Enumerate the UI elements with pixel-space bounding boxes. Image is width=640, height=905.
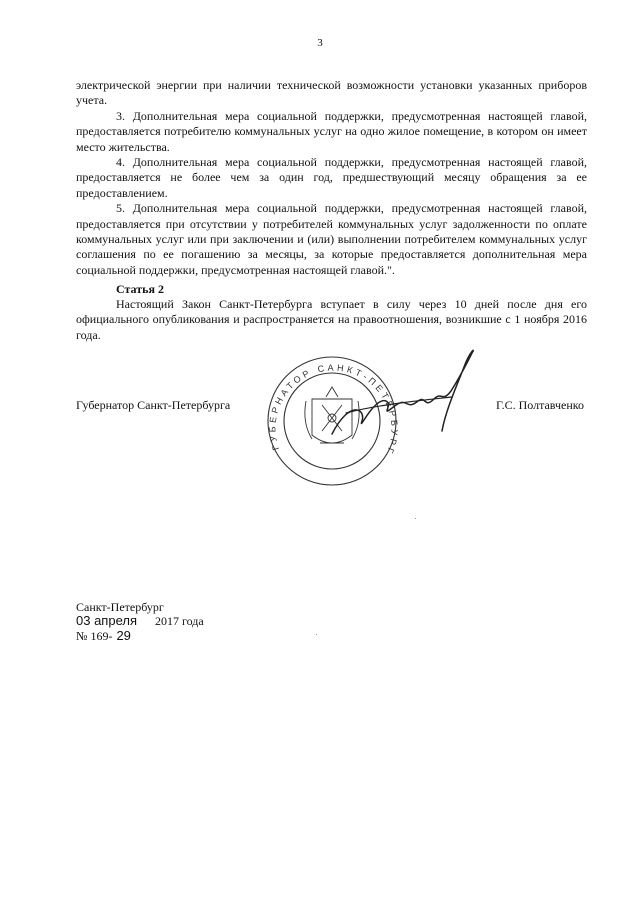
seal-rings: [268, 357, 396, 485]
official-seal: [246, 339, 486, 489]
signing-place: Санкт-Петербург: [76, 600, 164, 614]
scan-speck: [316, 634, 317, 635]
signature-underline-stroke: [346, 397, 452, 413]
law-body: [76, 78, 587, 278]
paragraph-3: 3. Дополнительная мера социальной поддержки, предусмотренная настоящей главой, предоставляется потребителю коммунальных услуг на одно жилое помещение, в котором он имеет место жительства.: [76, 108, 587, 154]
article-2-text: Настоящий Закон Санкт-Петербурга вступает в силу через 10 дней после дня его официального опубликования и распространяется на правоотношения, возникшие с 1 ноября 2016 года.: [76, 297, 587, 342]
page-number: 3: [317, 37, 323, 49]
paragraph-5: 5. Дополнительная мера социальной поддержки, предусмотренная настоящей главой, предоставляется при отсутствии у потребителей коммунальных услуг задолженности по оплате коммунальных услуг или при заключении и (или) выполнении потребителем коммунальных услуг соглашения по ее погашению за месяцы, за которые предоставляется дополнительная мера социальной поддержки, предусмотренная настоящей главой.".: [76, 201, 587, 277]
paragraph-continuation: электрической энергии при наличии технической возможности установки указанных приборов учета.: [76, 78, 587, 108]
handwritten-signature: [332, 350, 473, 434]
article-2-body: [76, 297, 587, 343]
seal-and-signature: [246, 339, 486, 489]
law-number-value: 29: [116, 628, 131, 643]
law-number: [76, 628, 131, 644]
law-number-prefix: № 169-: [76, 629, 113, 643]
signing-date: [76, 613, 204, 629]
date-day: 03 апреля: [76, 613, 137, 628]
article-2-heading: Статья 2: [116, 282, 164, 296]
signer-name: Г.С. Полтавченко: [495, 398, 584, 412]
paragraph-4: 4. Дополнительная мера социальной поддержки, предусмотренная настоящей главой, предоставляется не более чем за один год, предшествующий месяцу обращения за ее предоставлением.: [76, 155, 587, 200]
date-year: 2017 года: [155, 614, 204, 628]
scan-speck: [415, 518, 416, 519]
seal-text: ГУБЕРНАТОР САНКТ-ПЕТЕРБУРГ: [267, 362, 400, 457]
signer-title: Губернатор Санкт-Петербурга: [76, 398, 231, 412]
